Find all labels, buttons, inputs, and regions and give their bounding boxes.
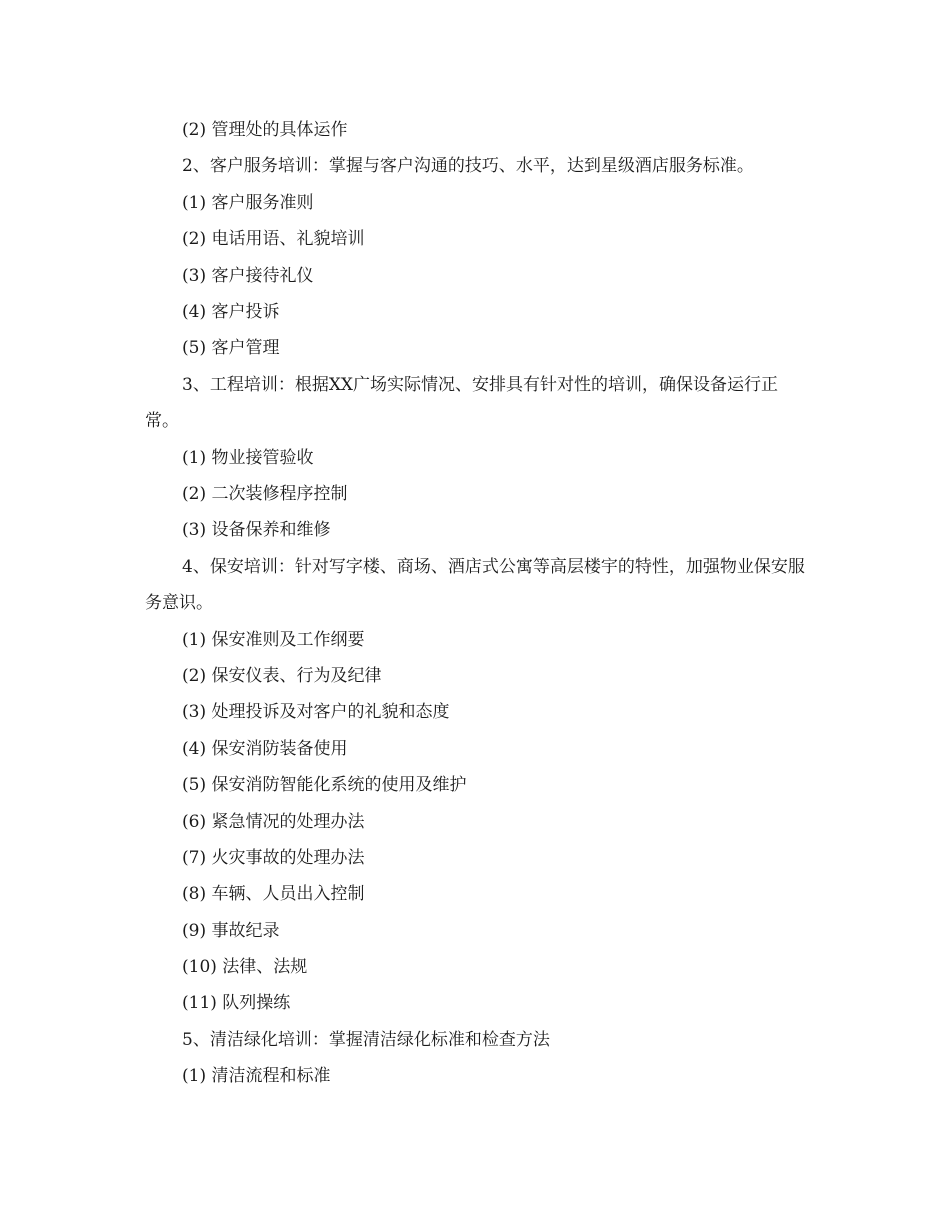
document-body bbox=[145, 112, 810, 1095]
list-item: (1) 清洁流程和标准 bbox=[182, 1066, 331, 1087]
list-item: (2) 管理处的具体运作 bbox=[182, 120, 348, 140]
section-heading-paragraph: 2、客户服务培训：掌握与客户沟通的技巧、水平，达到星级酒店服务标准。 bbox=[182, 156, 754, 177]
list-item: (5) 保安消防智能化系统的使用及维护 bbox=[182, 775, 467, 796]
list-item: (5) 客户管理 bbox=[182, 338, 280, 359]
list-item: (1) 物业接管验收 bbox=[182, 447, 314, 468]
section-heading-paragraph: 4、保安培训：针对写字楼、商场、酒店式公寓等高层楼宇的特性，加强物业保安服务意识。 bbox=[145, 556, 805, 614]
list-item: (3) 处理投诉及对客户的礼貌和态度 bbox=[182, 702, 450, 723]
list-item: (2) 保安仪表、行为及纪律 bbox=[182, 665, 382, 686]
list-item: (1) 客户服务准则 bbox=[182, 192, 314, 213]
list-item: (11) 队列操练 bbox=[182, 993, 291, 1014]
list-item: (1) 保安准则及工作纲要 bbox=[182, 629, 365, 650]
list-item: (8) 车辆、人员出入控制 bbox=[182, 884, 365, 905]
list-item: (3) 设备保养和维修 bbox=[182, 520, 331, 541]
section-heading: 5、清洁绿化培训：掌握清洁绿化标准和检查方法 bbox=[182, 1029, 550, 1050]
section-heading-paragraph: 3、工程培训：根据XX广场实际情况、安排具有针对性的培训，确保设备运行正常。 bbox=[145, 374, 779, 432]
list-item: (2) 电话用语、礼貌培训 bbox=[182, 229, 365, 250]
list-item: (3) 客户接待礼仪 bbox=[182, 265, 314, 286]
list-item: (10) 法律、法规 bbox=[182, 957, 308, 978]
list-item: (4) 保安消防装备使用 bbox=[182, 738, 348, 759]
list-item: (9) 事故纪录 bbox=[182, 920, 280, 941]
list-item: (4) 客户投诉 bbox=[182, 301, 280, 322]
list-item: (2) 二次装修程序控制 bbox=[182, 483, 348, 504]
list-item: (6) 紧急情况的处理办法 bbox=[182, 811, 365, 832]
list-item: (7) 火灾事故的处理办法 bbox=[182, 847, 365, 868]
